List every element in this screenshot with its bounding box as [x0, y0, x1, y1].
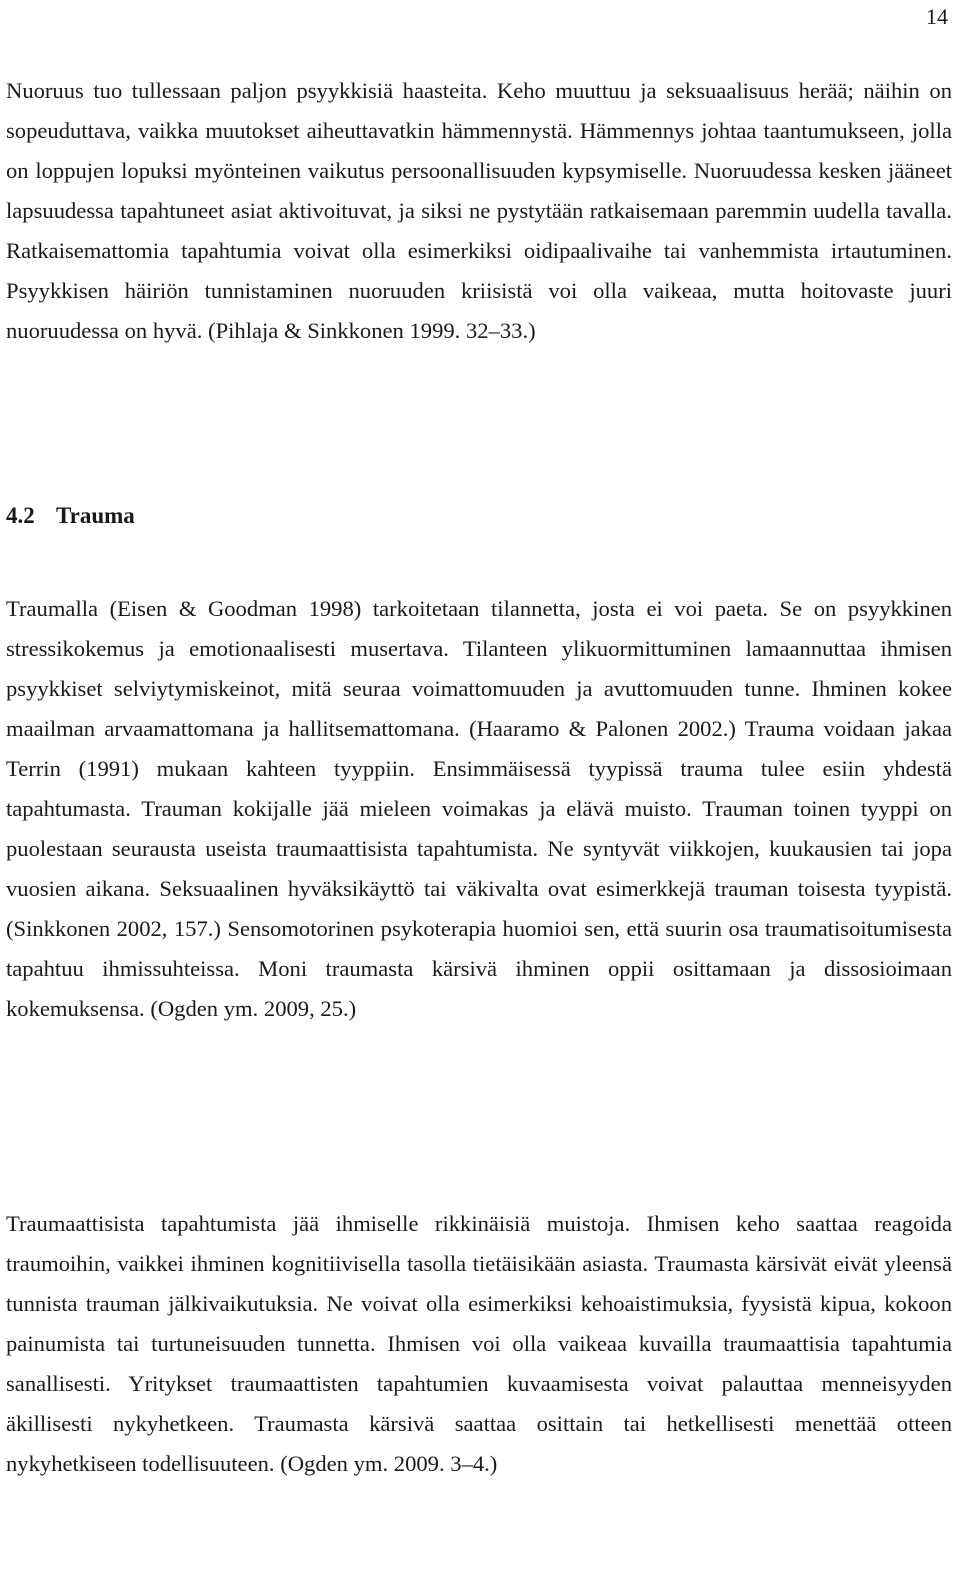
- section-heading: [6, 496, 135, 536]
- section-number: 4.2: [6, 503, 35, 528]
- page-number: 14: [926, 4, 948, 29]
- section-title: Trauma: [56, 503, 135, 528]
- body-paragraph: Traumalla (Eisen & Goodman 1998) tarkoitetaan tilannetta, josta ei voi paeta. Se on psyykkinen stressikokemus ja emotionaalisesti musertava. Tilanteen ylikuormittuminen lamaannuttaa ihmisen psyykkiset selviytymiskeinot, mitä seuraa voimattomuuden ja avuttomuuden tunne. Ihminen kokee maailman arvaamattomana ja hallitsemattomana. (Haaramo & Palonen 2002.) Trauma voidaan jakaa Terrin (1991) mukaan kahteen tyyppiin. Ensimmäisessä tyypissä trauma tulee esiin yhdestä tapahtumasta. Trauman kokijalle jää mieleen voimakas ja elävä muisto. Trauman toinen tyyppi on puolestaan seurausta useista traumaattisista tapahtumista. Ne syntyvät viikkojen, kuukausien tai jopa vuosien aikana. Seksuaalinen hyväksikäyttö tai väkivalta ovat esimerkkejä trauman toisesta tyypistä. (Sinkkonen 2002, 157.) Sensomotorinen psykoterapia huomioi sen, että suurin osa traumatisoitumisesta tapahtuu ihmissuhteissa. Moni traumasta kärsivä ihminen oppii osittamaan ja dissosioimaan kokemuksensa. (Ogden ym. 2009, 25.): [6, 596, 952, 1021]
- body-paragraph: Traumaattisista tapahtumista jää ihmiselle rikkinäisiä muistoja. Ihmisen keho saattaa reagoida traumoihin, vaikkei ihminen kognitiivisella tasolla tietäisikään asiasta. Traumasta kärsivät eivät yleensä tunnista trauman jälkivaikutuksia. Ne voivat olla esimerkiksi kehoaistimuksia, fyysistä kipua, kokoon painumista tai turtuneisuuden tunnetta. Ihmisen voi olla vaikeaa kuvailla traumaattisia tapahtumia sanallisesti. Yritykset traumaattisten tapahtumien kuvaamisesta voivat palauttaa menneisyyden äkillisesti nykyhetkeen. Traumasta kärsivä saattaa osittain tai hetkellisesti menettää otteen nykyhetkiseen todellisuuteen. (Ogden ym. 2009. 3–4.): [6, 1211, 952, 1476]
- body-paragraph: Nuoruus tuo tullessaan paljon psyykkisiä haasteita. Keho muuttuu ja seksuaalisuus herää; näihin on sopeuduttava, vaikka muutokset aiheuttavatkin hämmennystä. Hämmennys johtaa taantumukseen, jolla on loppujen lopuksi myönteinen vaikutus persoonallisuuden kypsymiselle. Nuoruudessa kesken jääneet lapsuudessa tapahtuneet asiat aktivoituvat, ja siksi ne pystytään ratkaisemaan paremmin uudella tavalla. Ratkaisemattomia tapahtumia voivat olla esimerkiksi oidipaalivaihe tai vanhemmista irtautuminen. Psyykkisen häiriön tunnistaminen nuoruuden kriisistä voi olla vaikeaa, mutta hoitovaste juuri nuoruudessa on hyvä. (Pihlaja & Sinkkonen 1999. 32–33.): [6, 78, 952, 343]
